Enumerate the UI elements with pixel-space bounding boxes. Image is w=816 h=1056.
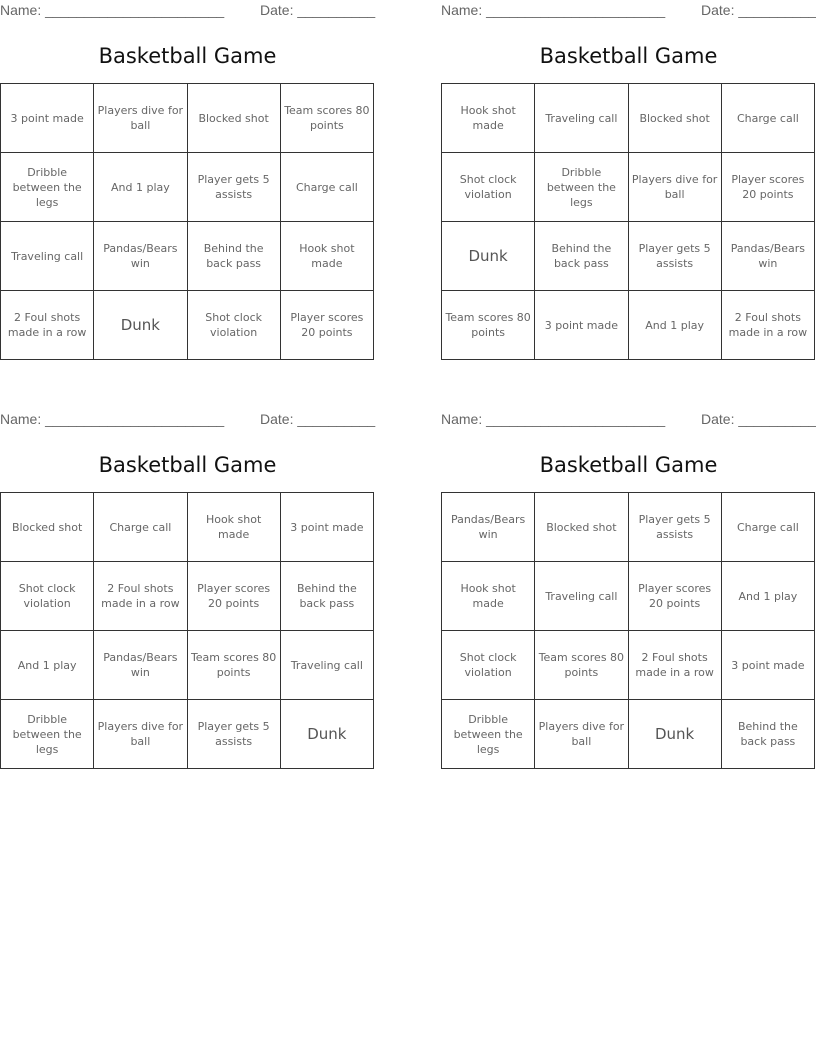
bingo-cell: Blocked shot bbox=[535, 493, 628, 562]
bingo-cell: Pandas/Bears win bbox=[94, 631, 187, 700]
bingo-cell: Traveling call bbox=[281, 631, 374, 700]
bingo-cell: Dribble between the legs bbox=[442, 700, 535, 769]
bingo-cell: Player gets 5 assists bbox=[188, 153, 281, 222]
bingo-cell: Hook shot made bbox=[281, 222, 374, 291]
bingo-cell: Shot clock violation bbox=[1, 562, 94, 631]
bingo-grid bbox=[0, 492, 374, 769]
bingo-cell: Team scores 80 points bbox=[281, 84, 374, 153]
bingo-cell: And 1 play bbox=[722, 562, 815, 631]
card-title: Basketball Game bbox=[539, 44, 718, 68]
bingo-cell: 2 Foul shots made in a row bbox=[629, 631, 722, 700]
bingo-cell: Player scores 20 points bbox=[629, 562, 722, 631]
bingo-cell: Blocked shot bbox=[629, 84, 722, 153]
card-header bbox=[0, 409, 375, 431]
date-field: Date: __________ bbox=[260, 411, 376, 427]
bingo-cell: Dunk bbox=[281, 700, 374, 769]
bingo-cell: Pandas/Bears win bbox=[94, 222, 187, 291]
bingo-cell: Hook shot made bbox=[442, 562, 535, 631]
date-field: Date: __________ bbox=[701, 2, 816, 18]
card-title: Basketball Game bbox=[539, 453, 718, 477]
bingo-grid bbox=[441, 83, 815, 360]
bingo-cell: Dribble between the legs bbox=[1, 153, 94, 222]
bingo-cell: Team scores 80 points bbox=[535, 631, 628, 700]
bingo-cell: Players dive for ball bbox=[629, 153, 722, 222]
card-header bbox=[441, 0, 816, 22]
bingo-cell: Player gets 5 assists bbox=[188, 700, 281, 769]
date-field: Date: __________ bbox=[701, 411, 816, 427]
card-title: Basketball Game bbox=[98, 453, 277, 477]
bingo-card-2 bbox=[441, 0, 816, 339]
card-header bbox=[441, 409, 816, 431]
bingo-cell: Dunk bbox=[442, 222, 535, 291]
bingo-cell: Pandas/Bears win bbox=[722, 222, 815, 291]
bingo-cell: And 1 play bbox=[94, 153, 187, 222]
bingo-cell: Behind the back pass bbox=[535, 222, 628, 291]
bingo-cell: Behind the back pass bbox=[281, 562, 374, 631]
bingo-cell: 2 Foul shots made in a row bbox=[1, 291, 94, 360]
bingo-grid bbox=[441, 492, 815, 769]
bingo-cell: 2 Foul shots made in a row bbox=[94, 562, 187, 631]
bingo-cell: Behind the back pass bbox=[722, 700, 815, 769]
name-field: Name: _______________________ bbox=[441, 411, 666, 427]
bingo-cell: Player gets 5 assists bbox=[629, 493, 722, 562]
bingo-cell: Team scores 80 points bbox=[188, 631, 281, 700]
bingo-cell: And 1 play bbox=[629, 291, 722, 360]
bingo-cell: Hook shot made bbox=[188, 493, 281, 562]
bingo-cell: Blocked shot bbox=[188, 84, 281, 153]
bingo-cell: Charge call bbox=[94, 493, 187, 562]
bingo-cell: Players dive for ball bbox=[94, 700, 187, 769]
bingo-cell: Charge call bbox=[722, 493, 815, 562]
bingo-cell: Shot clock violation bbox=[188, 291, 281, 360]
bingo-cell: Shot clock violation bbox=[442, 631, 535, 700]
bingo-cell: Player gets 5 assists bbox=[629, 222, 722, 291]
bingo-cell: Player scores 20 points bbox=[188, 562, 281, 631]
bingo-cell: Dribble between the legs bbox=[535, 153, 628, 222]
bingo-cell: Dribble between the legs bbox=[1, 700, 94, 769]
bingo-cell: Hook shot made bbox=[442, 84, 535, 153]
bingo-cell: Pandas/Bears win bbox=[442, 493, 535, 562]
bingo-card-3 bbox=[0, 409, 376, 756]
bingo-cell: Players dive for ball bbox=[94, 84, 187, 153]
bingo-cell: Dunk bbox=[629, 700, 722, 769]
bingo-cell: Team scores 80 points bbox=[442, 291, 535, 360]
bingo-cell: Shot clock violation bbox=[442, 153, 535, 222]
bingo-cell: And 1 play bbox=[1, 631, 94, 700]
bingo-cell: 3 point made bbox=[535, 291, 628, 360]
bingo-cell: Blocked shot bbox=[1, 493, 94, 562]
bingo-cell: Player scores 20 points bbox=[281, 291, 374, 360]
bingo-cell: 2 Foul shots made in a row bbox=[722, 291, 815, 360]
bingo-card-1 bbox=[0, 0, 376, 339]
bingo-card-4 bbox=[441, 409, 816, 756]
card-title: Basketball Game bbox=[98, 44, 277, 68]
date-field: Date: __________ bbox=[260, 2, 376, 18]
bingo-cell: Behind the back pass bbox=[188, 222, 281, 291]
bingo-cell: Players dive for ball bbox=[535, 700, 628, 769]
bingo-grid bbox=[0, 83, 374, 360]
bingo-cell: Traveling call bbox=[1, 222, 94, 291]
bingo-cell: Traveling call bbox=[535, 84, 628, 153]
bingo-cell: 3 point made bbox=[1, 84, 94, 153]
bingo-cell: Charge call bbox=[281, 153, 374, 222]
name-field: Name: _______________________ bbox=[0, 411, 225, 427]
bingo-cell: 3 point made bbox=[281, 493, 374, 562]
bingo-cell: Dunk bbox=[94, 291, 187, 360]
name-field: Name: _______________________ bbox=[0, 2, 225, 18]
bingo-cell: Charge call bbox=[722, 84, 815, 153]
card-header bbox=[0, 0, 375, 22]
name-field: Name: _______________________ bbox=[441, 2, 666, 18]
bingo-cell: Traveling call bbox=[535, 562, 628, 631]
bingo-cell: 3 point made bbox=[722, 631, 815, 700]
bingo-cell: Player scores 20 points bbox=[722, 153, 815, 222]
